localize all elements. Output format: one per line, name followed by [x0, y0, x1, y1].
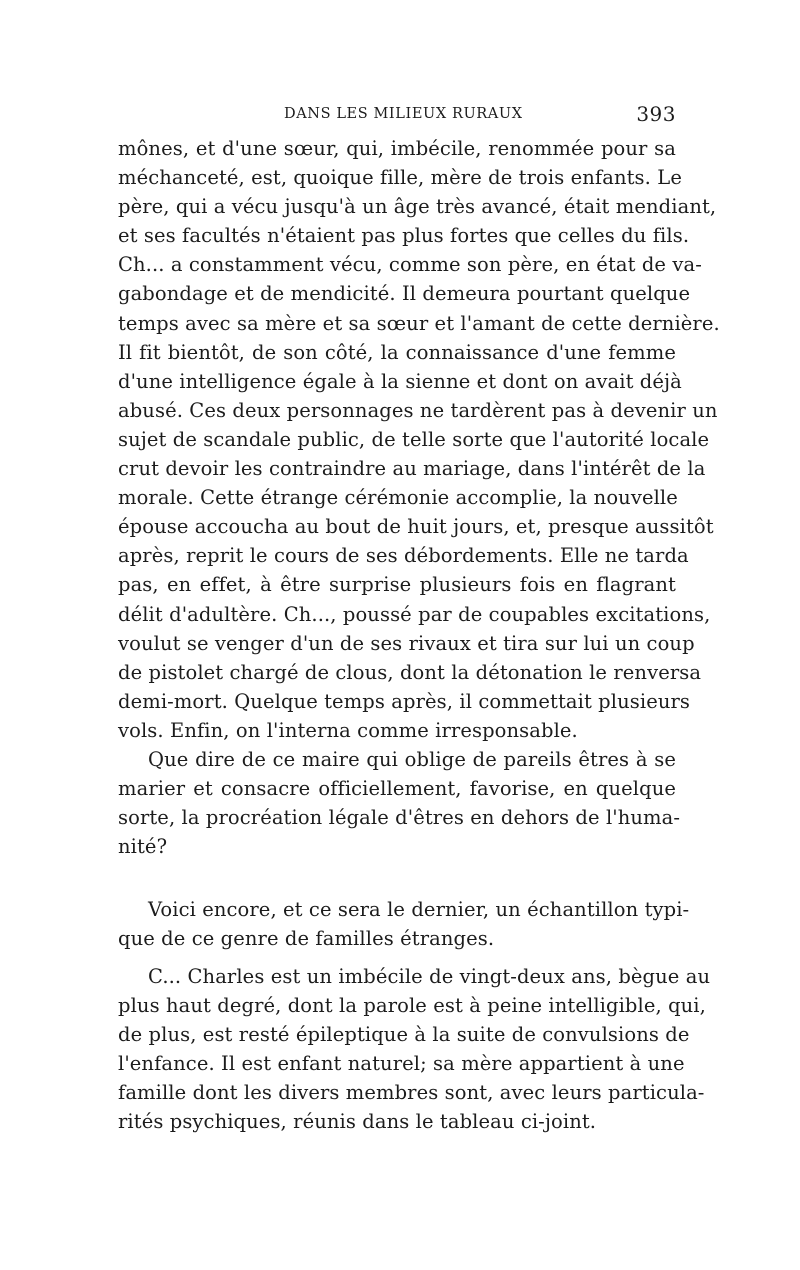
text-line: C... Charles est un imbécile de vingt-deux ans, bègue au: [148, 964, 711, 988]
text-line: l'enfance. Il est enfant naturel; sa mère appartient à une: [118, 1051, 685, 1075]
text-line: de pistolet chargé de clous, dont la détonation le renversa: [118, 660, 702, 684]
text-line: épouse accoucha au bout de huit jours, et, presque aussitôt: [118, 515, 714, 539]
text-line: Voici encore, et ce sera le dernier, un échantillon typi-: [148, 898, 690, 922]
text-line: nité?: [118, 835, 168, 859]
text-line: Que dire de ce maire qui oblige de pareils êtres à se: [148, 747, 676, 771]
body-text: [118, 134, 720, 1136]
text-line: d'une intelligence égale à la sienne et dont on avait déjà: [118, 369, 682, 393]
running-title: DANS LES MILIEUX RURAUX: [284, 106, 523, 122]
running-head: [118, 102, 676, 132]
text-line: crut devoir les contraindre au mariage, dans l'intérêt de la: [118, 457, 706, 481]
page-number: 393: [636, 102, 676, 126]
text-line: Il fit bientôt, de son côté, la connaissance d'une femme: [118, 340, 676, 364]
text-line: et ses facultés n'étaient pas plus fortes que celles du fils.: [118, 224, 690, 248]
paragraph-maire: [118, 745, 681, 861]
text-line: voulut se venger d'un de ses rivaux et tira sur lui un coup: [118, 631, 695, 655]
text-line: père, qui a vécu jusqu'à un âge très avancé, était mendiant,: [118, 195, 717, 219]
text-line: rités psychiques, réunis dans le tableau ci-joint.: [118, 1110, 597, 1133]
text-line: délit d'adultère. Ch..., poussé par de coupables excitations,: [118, 602, 711, 626]
paragraph-echantillon: [118, 895, 690, 953]
text-line: vols. Enfin, on l'interna comme irresponsable.: [118, 718, 578, 742]
text-line: Ch... a constamment vécu, comme son père, en état de va-: [118, 253, 702, 277]
text-line: abusé. Ces deux personnages ne tardèrent pas à devenir un: [118, 398, 718, 422]
text-line: que de ce genre de familles étranges.: [118, 927, 495, 951]
text-line: de plus, est resté épileptique à la suite de convulsions de: [118, 1022, 690, 1046]
text-line: demi-mort. Quelque temps après, il commettait plusieurs: [118, 689, 691, 713]
text-line: temps avec sa mère et sa sœur et l'amant de cette dernière.: [118, 311, 720, 335]
section-gap: [118, 861, 676, 895]
paragraph-continuation: [118, 134, 720, 745]
text-line: sujet de scandale public, de telle sorte que l'autorité locale: [118, 427, 710, 451]
text-line: plus haut degré, dont la parole est à peine intelligible, qui,: [118, 993, 706, 1017]
paragraph-charles: [118, 962, 711, 1137]
text-line: mônes, et d'une sœur, qui, imbécile, renommée pour sa: [118, 137, 676, 160]
text-line: après, reprit le cours de ses débordements. Elle ne tarda: [118, 544, 689, 568]
text-line: gabondage et de mendicité. Il demeura pourtant quelque: [118, 282, 691, 306]
text-line: marier et consacre officiellement, favorise, en quelque: [118, 777, 676, 801]
paragraph-gap: [118, 954, 676, 962]
text-line: pas, en effet, à être surprise plusieurs fois en flagrant: [118, 573, 676, 597]
text-line: sorte, la procréation légale d'êtres en dehors de l'huma-: [118, 806, 681, 830]
text-line: morale. Cette étrange cérémonie accomplie, la nouvelle: [118, 486, 678, 510]
text-line: méchanceté, est, quoique fille, mère de trois enfants. Le: [118, 166, 682, 190]
text-line: famille dont les divers membres sont, avec leurs particula-: [118, 1080, 705, 1104]
